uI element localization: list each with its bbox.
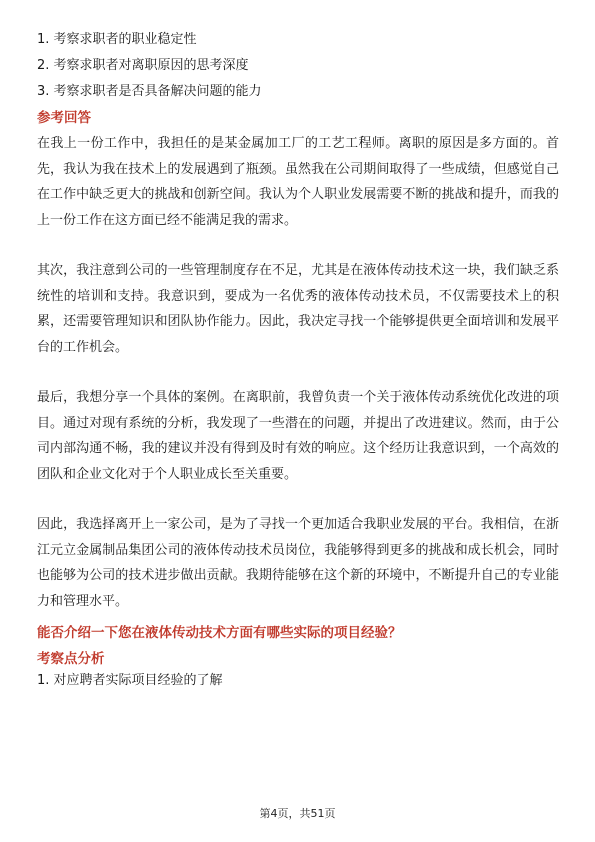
- next-question-heading: 能否介绍一下您在液体传动技术方面有哪些实际的项目经验？: [37, 625, 402, 641]
- answer-paragraph-2: 其次，我注意到公司的一些管理制度存在不足，尤其是在液体传动技术这一块，我们缺乏系统性的培训和支持。我意识到，要成为一名优秀的液体传动技术员，不仅需要技术上的积累，还需要管理知识和团队协作能力。因此，我决定寻找一个能够提供更全面培训和发展平台的工作机会。: [37, 263, 559, 355]
- list-item: 1. 考察求职者的职业稳定性: [37, 32, 197, 47]
- answer-paragraph-3: 最后，我想分享一个具体的案例。在离职前，我曾负责一个关于液体传动系统优化改进的项目。通过对现有系统的分析，我发现了一些潜在的问题，并提出了改进建议。然而，由于公司内部沟通不畅，我的建议并没有得到及时有效的响应。这个经历让我意识到，一个高效的团队和企业文化对于个人职业成长至关重要。: [37, 390, 559, 482]
- answer-paragraph-1: 在我上一份工作中，我担任的是某金属加工厂的工艺工程师。离职的原因是多方面的。首先，我认为我在技术上的发展遇到了瓶颈。虽然我在公司期间取得了一些成绩，但感觉自己在工作中缺乏更大的挑战和创新空间。我认为个人职业发展需要不断的挑战和提升，而我的上一份工作在这方面已经不能满足我的需求。: [37, 136, 559, 228]
- paragraph-spacer: [37, 360, 559, 385]
- paragraph-spacer: [37, 233, 559, 258]
- page-number-footer: 第4页，共51页: [259, 807, 336, 820]
- list-item: 2. 考察求职者对离职原因的思考深度: [37, 58, 249, 73]
- paragraph-spacer: [37, 487, 559, 512]
- answer-paragraph-4: 因此，我选择离开上一家公司，是为了寻找一个更加适合我职业发展的平台。我相信，在浙江元立金属制品集团公司的液体传动技术员岗位，我能够得到更多的挑战和成长机会，同时也能够为公司的技术进步做出贡献。我期待能够在这个新的环境中，不断提升自己的专业能力和管理水平。: [37, 517, 559, 609]
- list-item: 3. 考察求职者是否具备解决问题的能力: [37, 84, 262, 99]
- reference-answer-heading: 参考回答: [37, 110, 91, 126]
- analysis-heading: 考察点分析: [37, 651, 105, 667]
- analysis-list-item: 1. 对应聘者实际项目经验的了解: [37, 673, 223, 688]
- page-content: [37, 31, 559, 698]
